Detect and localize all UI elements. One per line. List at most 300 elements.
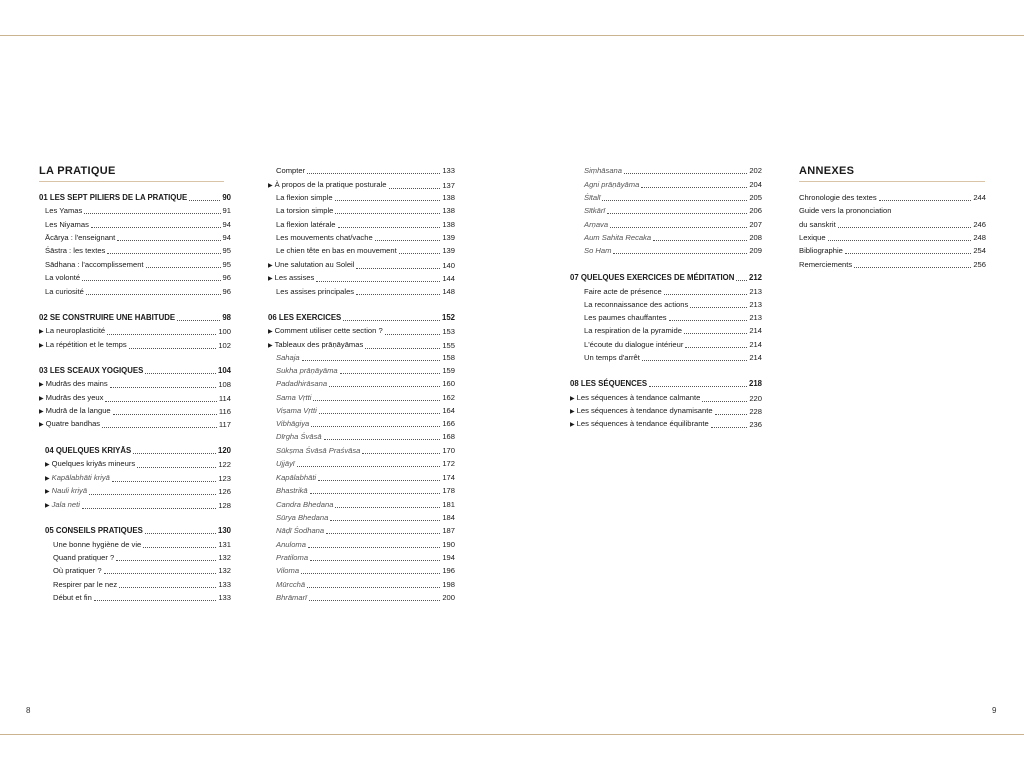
toc-entry-label (276, 459, 295, 469)
toc-entry (268, 180, 455, 191)
toc-entry (584, 206, 762, 216)
toc-entry-label (276, 246, 397, 256)
dot-leader (324, 438, 441, 440)
toc-entry (570, 406, 762, 417)
toc-entry (39, 326, 231, 337)
toc-entry (276, 379, 455, 389)
toc-entry (276, 500, 455, 510)
toc-entry-text: La respiration de la pyramide (584, 326, 682, 335)
toc-entry-text: L'écoute du dialogue intérieur (584, 340, 684, 349)
dot-leader (104, 572, 217, 574)
toc-entry-text: Les paumes chauffantes (584, 313, 667, 322)
toc-entry (276, 419, 455, 429)
toc-entry-page: 205 (749, 193, 762, 202)
toc-entry-label (799, 220, 836, 230)
toc-entry-label (276, 366, 338, 376)
toc-entry-label (276, 473, 316, 483)
dot-leader (736, 279, 747, 281)
toc-entry-label (39, 313, 175, 323)
toc-entry-text: Comment utiliser cette section ? (274, 326, 383, 335)
dot-leader (145, 372, 216, 374)
dot-leader (302, 359, 441, 361)
toc-entry-label (276, 419, 309, 429)
toc-entry (799, 206, 986, 216)
toc-entry-text: 01 LES SEPT PILIERS DE LA PRATIQUE (39, 193, 188, 202)
toc-entry-page: 137 (442, 181, 455, 190)
dot-leader (107, 252, 220, 254)
toc-entry-label (276, 580, 305, 590)
toc-entry (799, 260, 986, 270)
toc-entry-label (799, 206, 891, 216)
dot-leader (711, 426, 748, 428)
toc-entry-label (276, 513, 328, 523)
toc-entry-label (276, 233, 373, 243)
toc-entry-page: 100 (218, 327, 231, 336)
toc-entry-text: Les assises principales (276, 287, 355, 296)
toc-entry (276, 473, 455, 483)
toc-entry-text: Mudrās des mains (45, 379, 108, 388)
toc-entry-page: 132 (218, 566, 231, 575)
toc-entry (799, 220, 986, 230)
toc-entry-label (584, 233, 651, 243)
toc-entry-label (276, 566, 299, 576)
toc-entry-page: 178 (442, 486, 455, 495)
toc-entry-text: du sanskrit (799, 220, 836, 229)
toc-entry-text: Sītkārī (584, 206, 606, 215)
toc-entry-text: Kapālabhāti (276, 473, 317, 482)
toc-entry (53, 566, 231, 576)
toc-entry-text: Siṃhāsana (584, 166, 622, 175)
toc-entry (570, 393, 762, 404)
triangle-bullet-icon: ▶ (39, 343, 44, 349)
toc-entry-text: Candra Bhedana (276, 500, 334, 509)
toc-entry-label (276, 287, 354, 297)
toc-entry (276, 287, 455, 297)
toc-entry-label (276, 553, 308, 563)
toc-entry-page: 131 (218, 540, 231, 549)
toc-section-entry (45, 446, 231, 456)
toc-entry-page: 184 (442, 513, 455, 522)
toc-entry-page: 102 (218, 341, 231, 350)
toc-entry (276, 553, 455, 563)
triangle-bullet-icon: ▶ (39, 422, 44, 428)
toc-entry-page: 218 (748, 379, 762, 388)
dot-leader (828, 239, 972, 241)
toc-entry (39, 379, 231, 390)
toc-entry-text: Ujjāyī (276, 459, 295, 468)
toc-entry-page: 164 (442, 406, 455, 415)
toc-entry-text: Respirer par le nez (53, 580, 118, 589)
toc-entry-text: La torsion simple (276, 206, 334, 215)
toc-entry-page: 214 (749, 353, 762, 362)
toc-entry-page: 202 (749, 166, 762, 175)
toc-entry (276, 526, 455, 536)
triangle-bullet-icon: ▶ (45, 503, 50, 509)
toc-entry-text: Une salutation au Soleil (274, 260, 355, 269)
dot-leader (715, 413, 748, 415)
toc-entry (276, 166, 455, 176)
toc-entry (584, 340, 762, 350)
toc-entry (799, 246, 986, 256)
toc-entry-text: Les séquences à tendance calmante (576, 393, 701, 402)
triangle-bullet-icon: ▶ (268, 263, 273, 269)
toc-entry-text: 05 CONSEILS PRATIQUES (45, 526, 143, 535)
dot-leader (145, 532, 216, 534)
toc-entry-page: 133 (442, 166, 455, 175)
dot-leader (307, 172, 440, 174)
toc-entry (276, 446, 455, 456)
toc-entry-text: Mūrcchā (276, 580, 306, 589)
dot-leader (399, 252, 441, 254)
toc-entry-text: Sūkṣma Śvāsā Praśvāsa (276, 446, 361, 455)
dot-leader (189, 199, 220, 201)
dot-leader (297, 465, 441, 467)
toc-entry-page: 170 (442, 446, 455, 455)
toc-entry-text: Les assises (274, 273, 315, 282)
dot-leader (356, 267, 440, 269)
toc-entry (276, 393, 455, 403)
toc-entry (39, 406, 231, 417)
toc-entry-label (276, 379, 327, 389)
toc-entry-label (39, 366, 143, 376)
toc-entry (53, 580, 231, 590)
toc-entry-label (268, 273, 314, 284)
toc-entry (53, 593, 231, 603)
toc-entry-text: Pratiloma (276, 553, 309, 562)
dot-leader (105, 400, 216, 402)
toc-entry-page: 153 (442, 327, 455, 336)
toc-entry-text: Quelques kriyās mineurs (51, 459, 136, 468)
triangle-bullet-icon: ▶ (268, 276, 273, 282)
toc-entry (276, 432, 455, 442)
dot-leader (685, 346, 747, 348)
dot-leader (362, 452, 440, 454)
dot-leader (116, 559, 216, 561)
toc-entry-label (584, 193, 600, 203)
toc-entry-label (276, 500, 333, 510)
toc-section-entry (570, 273, 762, 283)
toc-entry (45, 220, 231, 230)
toc-entry-text: Guide vers la prononciation (799, 206, 892, 215)
toc-entry-page: 220 (749, 394, 762, 403)
toc-entry-text: Nāḍī Śodhana (276, 526, 325, 535)
toc-entry-label (53, 593, 92, 603)
toc-entry-text: La flexion latérale (276, 220, 336, 229)
toc-entry-page: 166 (442, 419, 455, 428)
toc-section-entry (45, 526, 231, 536)
toc-entry (45, 459, 231, 470)
toc-entry-text: Śāstra : les textes (45, 246, 106, 255)
dot-leader (308, 546, 440, 548)
toc-entry-label (276, 540, 306, 550)
toc-entry (268, 340, 455, 351)
dot-leader (649, 385, 747, 387)
page-number-right: 9 (992, 706, 997, 715)
toc-entry (276, 366, 455, 376)
dot-leader (343, 319, 440, 321)
toc-entry-text: La flexion simple (276, 193, 333, 202)
dot-leader (356, 293, 440, 295)
dot-leader (642, 359, 747, 361)
toc-entry-page: 117 (218, 420, 231, 429)
toc-entry-text: Les mouvements chat/vache (276, 233, 373, 242)
toc-entry (45, 287, 231, 297)
toc-entry-page: 207 (749, 220, 762, 229)
dot-leader (119, 586, 216, 588)
dot-leader (82, 507, 216, 509)
toc-entry-text: Sūrya Bhedana (276, 513, 329, 522)
toc-entry (276, 513, 455, 523)
toc-entry-label (584, 353, 640, 363)
toc-entry-text: 03 LES SCEAUX YOGIQUES (39, 366, 144, 375)
toc-entry-page: 123 (218, 474, 231, 483)
toc-entry-label (799, 233, 826, 243)
toc-entry-page: 138 (442, 193, 455, 202)
toc-entry-text: Compter (276, 166, 306, 175)
toc-entry-label (276, 206, 333, 216)
triangle-bullet-icon: ▶ (39, 396, 44, 402)
toc-entry (799, 193, 986, 203)
toc-entry (584, 300, 762, 310)
triangle-bullet-icon: ▶ (268, 183, 273, 189)
toc-entry (268, 260, 455, 271)
toc-entry (268, 326, 455, 337)
toc-entry-page: 138 (442, 220, 455, 229)
toc-entry-text: La reconnaissance des actions (584, 300, 689, 309)
toc-entry-text: Viṣama Vṛtti (276, 406, 317, 415)
toc-entry-text: Lexique (799, 233, 826, 242)
dot-leader (335, 506, 440, 508)
dot-leader (301, 572, 440, 574)
dot-leader (91, 226, 221, 228)
dot-leader (94, 599, 216, 601)
toc-entry-label (45, 287, 84, 297)
toc-entry-label (584, 246, 611, 256)
toc-entry-page: 244 (973, 193, 986, 202)
toc-entry (45, 486, 231, 497)
heading-annexes: ANNEXES (799, 165, 855, 177)
dot-leader (117, 239, 220, 241)
toc-entry (584, 287, 762, 297)
dot-leader (102, 426, 217, 428)
toc-entry-text: Aum Sahita Recaka (584, 233, 652, 242)
toc-entry-text: Faire acte de présence (584, 287, 662, 296)
toc-entry (584, 180, 762, 190)
toc-entry-page: 148 (442, 287, 455, 296)
toc-entry (584, 313, 762, 323)
toc-entry-text: Les Niyamas (45, 220, 89, 229)
toc-entry-text: 02 SE CONSTRUIRE UNE HABITUDE (39, 313, 176, 322)
toc-entry-label (570, 406, 713, 417)
dot-leader (641, 186, 747, 188)
toc-entry-label (584, 313, 667, 323)
dot-leader (177, 319, 220, 321)
toc-entry (276, 540, 455, 550)
triangle-bullet-icon: ▶ (268, 343, 273, 349)
toc-entry-page: 95 (222, 260, 231, 269)
page-number-left: 8 (26, 706, 31, 715)
dot-leader (310, 492, 441, 494)
heading-rule-1 (39, 181, 224, 182)
toc-entry-text: Jala neti (51, 500, 80, 509)
dot-leader (309, 599, 441, 601)
triangle-bullet-icon: ▶ (39, 329, 44, 335)
toc-entry-page: 246 (973, 220, 986, 229)
toc-entry-page: 174 (442, 473, 455, 482)
toc-entry-page: 214 (749, 326, 762, 335)
toc-entry-text: Kapālabhāti kriyā (51, 473, 110, 482)
toc-entry-label (268, 180, 387, 191)
toc-entry-page: 128 (218, 501, 231, 510)
toc-entry-label (276, 432, 322, 442)
dot-leader (838, 226, 972, 228)
toc-entry (45, 260, 231, 270)
toc-entry-page: 122 (218, 460, 231, 469)
toc-entry-page: 139 (442, 233, 455, 242)
triangle-bullet-icon: ▶ (570, 409, 575, 415)
toc-entry-text: Mudrā de la langue (45, 406, 111, 415)
toc-entry-page: 158 (442, 353, 455, 362)
toc-entry (276, 406, 455, 416)
toc-entry (276, 580, 455, 590)
toc-entry-text: À propos de la pratique posturale (274, 180, 387, 189)
toc-entry-page: 130 (217, 526, 231, 535)
dot-leader (690, 306, 747, 308)
toc-entry-page: 133 (218, 580, 231, 589)
toc-entry-label (268, 326, 383, 337)
toc-entry-text: 06 LES EXERCICES (268, 313, 342, 322)
toc-entry-label (584, 300, 688, 310)
toc-entry-page: 96 (222, 287, 231, 296)
toc-entry-label (45, 473, 110, 484)
toc-entry-label (570, 273, 734, 283)
triangle-bullet-icon: ▶ (39, 409, 44, 415)
toc-entry-text: Bhastrikā (276, 486, 308, 495)
toc-entry (39, 393, 231, 404)
toc-entry-page: 213 (749, 300, 762, 309)
dot-leader (86, 293, 221, 295)
toc-entry-label (584, 180, 639, 190)
toc-section-entry (39, 366, 231, 376)
toc-entry (584, 220, 762, 230)
toc-section-entry (39, 193, 231, 203)
toc-entry-text: Le chien tête en bas en mouvement (276, 246, 397, 255)
toc-entry-page: 114 (218, 394, 231, 403)
toc-entry-page: 94 (222, 220, 231, 229)
toc-entry (39, 340, 231, 351)
toc-entry-page: 254 (973, 246, 986, 255)
toc-entry-page: 126 (218, 487, 231, 496)
triangle-bullet-icon: ▶ (570, 396, 575, 402)
toc-entry (584, 233, 762, 243)
triangle-bullet-icon: ▶ (268, 329, 273, 335)
toc-entry-text: Viloma (276, 566, 300, 575)
toc-entry-page: 94 (222, 233, 231, 242)
toc-entry (45, 233, 231, 243)
toc-entry (45, 273, 231, 283)
toc-entry-text: Remerciements (799, 260, 853, 269)
toc-entry-label (799, 193, 877, 203)
toc-entry-text: Les Yamas (45, 206, 83, 215)
toc-entry (276, 353, 455, 363)
dot-leader (879, 199, 972, 201)
toc-entry-page: 133 (218, 593, 231, 602)
dot-leader (330, 519, 440, 521)
toc-entry-label (45, 446, 131, 456)
dot-leader (607, 212, 747, 214)
toc-entry-label (276, 193, 333, 203)
toc-entry-label (39, 379, 108, 390)
toc-entry-page: 204 (749, 180, 762, 189)
toc-entry-label (45, 273, 80, 283)
toc-entry (276, 486, 455, 496)
dot-leader (107, 333, 216, 335)
dot-leader (84, 212, 220, 214)
toc-entry-page: 213 (749, 287, 762, 296)
dot-leader (137, 466, 216, 468)
toc-entry-label (276, 526, 324, 536)
toc-entry-page: 196 (442, 566, 455, 575)
toc-entry-label (39, 193, 187, 203)
toc-entry-label (45, 526, 143, 536)
toc-entry-label (39, 419, 100, 430)
toc-entry-page: 155 (442, 341, 455, 350)
toc-entry-page: 132 (218, 553, 231, 562)
dot-leader (307, 586, 440, 588)
dot-leader (375, 239, 441, 241)
toc-entry-label (45, 220, 89, 230)
dot-leader (340, 372, 441, 374)
dot-leader (143, 546, 216, 548)
toc-entry-page: 209 (749, 246, 762, 255)
toc-entry-text: Une bonne hygiène de vie (53, 540, 142, 549)
toc-entry-page: 96 (222, 273, 231, 282)
toc-entry-text: Vibhāgiya (276, 419, 310, 428)
toc-entry-text: Agni prāṇāyāma (584, 180, 640, 189)
toc-entry-page: 91 (222, 206, 231, 215)
toc-entry-page: 236 (749, 420, 762, 429)
toc-entry-page: 208 (749, 233, 762, 242)
toc-entry-text: Sahaja (276, 353, 300, 362)
dot-leader (318, 479, 440, 481)
toc-entry (53, 540, 231, 550)
dot-leader (613, 252, 747, 254)
toc-entry-page: 194 (442, 553, 455, 562)
toc-entry-text: Arṇava (584, 220, 609, 229)
toc-entry-label (276, 446, 360, 456)
toc-entry-text: Quand pratiquer ? (53, 553, 115, 562)
dot-leader (610, 226, 747, 228)
toc-entry-label (570, 419, 709, 430)
toc-entry-page: 98 (222, 313, 231, 322)
dot-leader (385, 333, 441, 335)
toc-entry-page: 138 (442, 206, 455, 215)
dot-leader (310, 559, 440, 561)
toc-entry-text: Śītalī (584, 193, 601, 202)
toc-entry-label (268, 260, 354, 271)
dot-leader (335, 212, 440, 214)
dot-leader (335, 199, 441, 201)
toc-entry (584, 353, 762, 363)
triangle-bullet-icon: ▶ (45, 489, 50, 495)
dot-leader (326, 532, 440, 534)
toc-entry-page: 206 (749, 206, 762, 215)
toc-entry-text: La neuroplasticité (45, 326, 106, 335)
toc-entry-label (268, 313, 341, 323)
toc-section-entry (570, 379, 762, 389)
toc-entry (570, 419, 762, 430)
toc-entry (584, 193, 762, 203)
